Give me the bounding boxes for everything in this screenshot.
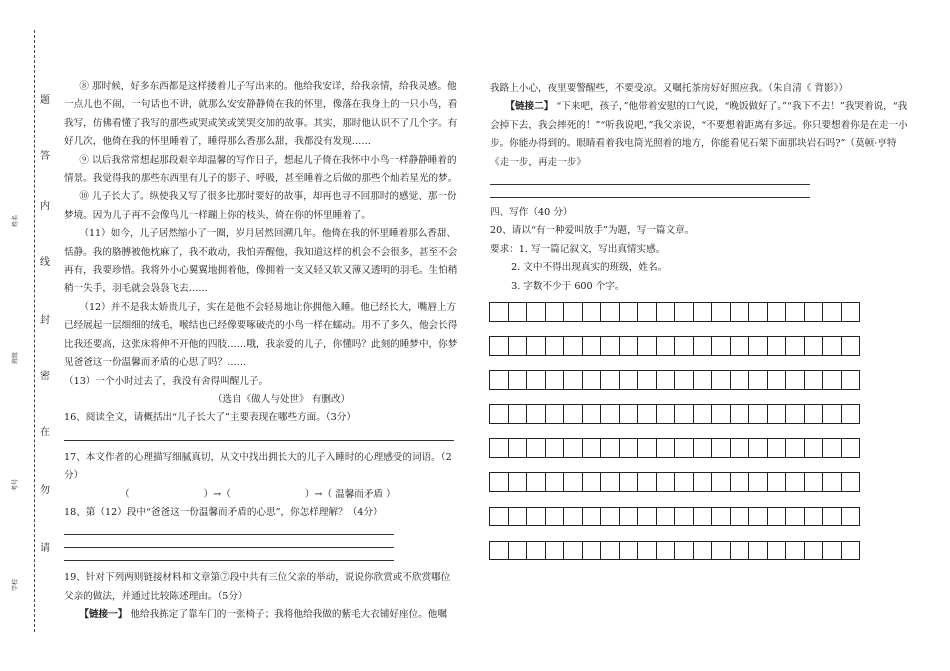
grid-cell[interactable] (730, 404, 750, 424)
grid-cell[interactable] (545, 336, 565, 356)
grid-cell[interactable] (674, 404, 694, 424)
grid-row (489, 370, 859, 390)
binding-field-id: 考号 (12, 478, 20, 492)
grid-cell[interactable] (637, 472, 657, 492)
grid-cell[interactable] (804, 336, 824, 356)
grid-cell[interactable] (526, 472, 546, 492)
grid-row (489, 336, 859, 356)
grid-cell[interactable] (822, 302, 842, 322)
grid-cell[interactable] (841, 541, 861, 561)
grid-cell[interactable] (600, 302, 620, 322)
grid-cell[interactable] (822, 404, 842, 424)
grid-cell[interactable] (711, 472, 731, 492)
grid-cell[interactable] (711, 370, 731, 390)
grid-cell[interactable] (489, 507, 509, 527)
grid-cell[interactable] (711, 507, 731, 527)
grid-cell[interactable] (841, 336, 861, 356)
grid-cell[interactable] (600, 472, 620, 492)
grid-cell[interactable] (767, 541, 787, 561)
grid-cell[interactable] (822, 541, 842, 561)
grid-cell[interactable] (563, 336, 583, 356)
binding-dashed-line (34, 30, 35, 632)
answer-line[interactable] (490, 185, 810, 198)
binding-char: 在 (40, 427, 50, 438)
grid-cell[interactable] (563, 541, 583, 561)
grid-cell[interactable] (785, 472, 805, 492)
paragraph-11: （11）如今，儿子居然缩小了一圈，岁月居然回溯几年。他倚在我的怀里睡着那么香甜、恬静。我的胳膊被他枕麻了，我不敢动，我怕弄醒他，我知道这样的机会不会很多，甚至不会再有，我要珍惜。我将外小心翼翼地拥着他，像拥着一支又轻又软又薄又透明的羽毛。生怕稍稍一失手，羽毛就会袅袅飞去…… (64, 228, 458, 295)
grid-cell[interactable] (508, 302, 528, 322)
blank-mid: ）→（ (203, 488, 231, 500)
grid-cell[interactable] (489, 472, 509, 492)
grid-cell[interactable] (748, 507, 768, 527)
link-1-continued: 我路上小心，夜里要警醒些，不要受凉。又嘱托茶房好好照应我。（朱自清《 背影》） (490, 83, 849, 94)
grid-cell[interactable] (563, 472, 583, 492)
grid-cell[interactable] (582, 541, 602, 561)
grid-cell[interactable] (674, 370, 694, 390)
grid-cell[interactable] (600, 507, 620, 527)
grid-cell[interactable] (545, 472, 565, 492)
grid-cell[interactable] (841, 370, 861, 390)
grid-cell[interactable] (563, 438, 583, 458)
question-18: 18、第（12）段中“爸爸这一份温馨而矛盾的心思”，你怎样理解？（4分） (64, 506, 383, 518)
paragraph-8: ⑧ 那时候，好多东西都是这样搂着儿子写出来的。他给我安详，给我亲情，给我灵感。他一点儿也不闹，一句话也不讲，就那么安安静静倚在我的怀里，像落在我身上的一只小鸟，看我写，仿佛看懂了我写的那些或哭或笑或笑哭交加的故事。其实，那时他认识不了几个字。有好几次，他倚在我的怀里睡着了，睡得那么香那么甜，我都没有发现…… (64, 81, 458, 148)
grid-cell[interactable] (619, 336, 639, 356)
grid-cell[interactable] (637, 507, 657, 527)
grid-cell[interactable] (563, 302, 583, 322)
grid-cell[interactable] (767, 507, 787, 527)
link-2 (490, 98, 910, 172)
question-20: 20、请以“有一种爱叫放手”为题，写一篇文章。 (490, 225, 695, 237)
grid-row (489, 507, 859, 527)
grid-cell[interactable] (693, 370, 713, 390)
grid-cell[interactable] (674, 438, 694, 458)
grid-cell[interactable] (785, 541, 805, 561)
grid-cell[interactable] (693, 336, 713, 356)
grid-cell[interactable] (656, 438, 676, 458)
binding-char: 勿 (40, 485, 50, 496)
grid-cell[interactable] (804, 404, 824, 424)
grid-cell[interactable] (656, 302, 676, 322)
grid-cell[interactable] (804, 370, 824, 390)
grid-cell[interactable] (841, 438, 861, 458)
grid-cell[interactable] (785, 404, 805, 424)
binding-field-class: 班级 (12, 351, 20, 365)
grid-row (489, 438, 859, 458)
grid-cell[interactable] (582, 472, 602, 492)
link-2-text: “下来吧，孩子，”他带着安慰的口气说，“晚饭做好了。”“我下不去！”我哭着说，“我会掉下去，我会摔死的！”“听我说吧，”我父亲说，“不要想着距离有多远。你只要想着你是在走一小步。你能办得到的。眼睛看着我电筒光照着的地方，你能看见石架下面那块岩石吗?”（莫顿·亨特《走一步，再走一步》 (490, 101, 908, 168)
grid-cell[interactable] (674, 541, 694, 561)
grid-cell[interactable] (748, 472, 768, 492)
grid-cell[interactable] (804, 541, 824, 561)
grid-cell[interactable] (600, 438, 620, 458)
grid-cell[interactable] (711, 302, 731, 322)
grid-cell[interactable] (619, 541, 639, 561)
grid-cell[interactable] (619, 472, 639, 492)
question-17-blanks (64, 486, 459, 504)
grid-cell[interactable] (637, 541, 657, 561)
grid-cell[interactable] (600, 541, 620, 561)
grid-cell[interactable] (711, 336, 731, 356)
grid-cell[interactable] (822, 336, 842, 356)
grid-cell[interactable] (582, 370, 602, 390)
grid-cell[interactable] (693, 438, 713, 458)
paragraph-9: ⑨ 以后我常常想起那段艰辛却温馨的写作日子，想起儿子倚在我怀中小鸟一样静静睡着的情景。我觉得我的那些东西里有儿子的影子、呼吸，甚至睡着之后做的那些个灿若星光的梦。 (64, 154, 458, 185)
answer-line[interactable] (64, 548, 394, 561)
answer-line[interactable] (64, 522, 394, 535)
grid-cell[interactable] (508, 438, 528, 458)
grid-cell[interactable] (526, 302, 546, 322)
grid-cell[interactable] (637, 302, 657, 322)
paragraph-10: ⑩ 儿子长大了。纵使我又写了很多比那时要好的故事，却再也寻不回那时的感觉、那一份梦境。因为儿子再不会像鸟儿一样蹦上你的枝头，倚在你的怀里睡着了。 (64, 191, 457, 221)
left-column (64, 78, 459, 625)
grid-cell[interactable] (489, 336, 509, 356)
grid-cell[interactable] (656, 336, 676, 356)
grid-cell[interactable] (526, 336, 546, 356)
grid-cell[interactable] (656, 404, 676, 424)
grid-cell[interactable] (619, 507, 639, 527)
grid-cell[interactable] (545, 507, 565, 527)
grid-cell[interactable] (822, 507, 842, 527)
grid-cell[interactable] (804, 507, 824, 527)
grid-cell[interactable] (563, 507, 583, 527)
grid-cell[interactable] (600, 336, 620, 356)
grid-cell[interactable] (489, 438, 509, 458)
grid-cell[interactable] (489, 404, 509, 424)
grid-cell[interactable] (767, 438, 787, 458)
grid-cell[interactable] (582, 507, 602, 527)
grid-cell[interactable] (711, 438, 731, 458)
grid-cell[interactable] (767, 404, 787, 424)
binding-char: 答 (40, 151, 50, 162)
grid-cell[interactable] (508, 336, 528, 356)
grid-cell[interactable] (730, 302, 750, 322)
question-16: 16、阅读全文，请概括出“儿子长大了”主要表现在哪些方面。（3分） (64, 412, 356, 424)
grid-cell[interactable] (767, 336, 787, 356)
link-1 (64, 606, 459, 624)
grid-cell[interactable] (822, 472, 842, 492)
grid-cell[interactable] (693, 472, 713, 492)
grid-cell[interactable] (674, 472, 694, 492)
grid-cell[interactable] (841, 302, 861, 322)
grid-cell[interactable] (711, 404, 731, 424)
answer-line[interactable] (490, 172, 810, 185)
requirement-2: 2. 文中不得出现真实的班级，姓名。 (511, 262, 668, 274)
grid-cell[interactable] (822, 370, 842, 390)
grid-cell[interactable] (841, 404, 861, 424)
grid-cell[interactable] (674, 336, 694, 356)
grid-cell[interactable] (526, 404, 546, 424)
grid-cell[interactable] (674, 302, 694, 322)
grid-cell[interactable] (563, 370, 583, 390)
grid-cell[interactable] (841, 507, 861, 527)
grid-cell[interactable] (804, 438, 824, 458)
writing-grid (489, 302, 859, 575)
grid-cell[interactable] (508, 370, 528, 390)
answer-line[interactable] (64, 535, 394, 548)
grid-cell[interactable] (526, 541, 546, 561)
link-1-tag: 【链接一】 (79, 609, 128, 621)
blank-end: ）→（ 温馨而矛盾 ） (304, 488, 396, 500)
grid-cell[interactable] (748, 336, 768, 356)
grid-cell[interactable] (785, 302, 805, 322)
grid-cell[interactable] (693, 404, 713, 424)
question-19: 19、针对下列两则链接材料和文章第⑦段中共有三位父亲的举动，说说你欣赏或不欣赏哪位父亲的做法，并通过比较陈述理由。（5分） (64, 572, 451, 602)
grid-cell[interactable] (730, 370, 750, 390)
right-column (490, 80, 910, 296)
grid-row (489, 302, 859, 322)
binding-field-school: 学校 (12, 578, 20, 592)
grid-cell[interactable] (748, 438, 768, 458)
grid-row (489, 404, 859, 424)
binding-char: 线 (40, 257, 50, 268)
binding-char: 请 (40, 543, 50, 554)
answer-line[interactable] (64, 428, 454, 441)
grid-cell[interactable] (693, 507, 713, 527)
requirement-1: 要求：1. 写一篇记叙文，写出真情实感。 (490, 243, 666, 255)
paragraph-13: （13）一个小时过去了，我没有舍得叫醒儿子。 (64, 375, 269, 387)
grid-cell[interactable] (582, 302, 602, 322)
grid-cell[interactable] (730, 336, 750, 356)
grid-cell[interactable] (582, 438, 602, 458)
grid-cell[interactable] (804, 302, 824, 322)
grid-cell[interactable] (545, 370, 565, 390)
grid-cell[interactable] (730, 541, 750, 561)
grid-cell[interactable] (656, 472, 676, 492)
grid-cell[interactable] (748, 302, 768, 322)
link-1-text: 他给我拣定了靠车门的一张椅子；我将他给我做的紫毛大衣铺好座位。他嘱 (127, 609, 447, 621)
grid-cell[interactable] (767, 370, 787, 390)
grid-cell[interactable] (693, 541, 713, 561)
grid-cell[interactable] (508, 404, 528, 424)
grid-cell[interactable] (637, 336, 657, 356)
binding-field-name: 姓名 (12, 214, 20, 228)
grid-cell[interactable] (545, 302, 565, 322)
grid-cell[interactable] (489, 370, 509, 390)
grid-cell[interactable] (489, 541, 509, 561)
grid-cell[interactable] (656, 507, 676, 527)
grid-cell[interactable] (767, 472, 787, 492)
grid-row (489, 472, 859, 492)
grid-cell[interactable] (582, 404, 602, 424)
grid-cell[interactable] (730, 507, 750, 527)
grid-cell[interactable] (656, 370, 676, 390)
grid-cell[interactable] (767, 302, 787, 322)
grid-row (489, 541, 859, 561)
grid-cell[interactable] (526, 370, 546, 390)
grid-cell[interactable] (619, 370, 639, 390)
question-17: 17、本文作者的心理描写细腻真切，从文中找出拥长大的儿子入睡时的心理感受的词语。（2分） (64, 451, 452, 482)
grid-cell[interactable] (508, 507, 528, 527)
binding-char: 封 (40, 315, 50, 326)
grid-cell[interactable] (748, 541, 768, 561)
grid-cell[interactable] (785, 438, 805, 458)
grid-cell[interactable] (600, 404, 620, 424)
grid-cell[interactable] (545, 438, 565, 458)
blank-open: （ (120, 488, 130, 500)
paragraph-12: （12）并不是我太娇贵儿子，实在是他不会轻易地让你拥他入睡。他已经长大，嘴唇上方已经展起一层细细的绒毛，喉结也已经像要啄破壳的小鸟一样在蠕动。用不了多久，他会长得比我还要高，这张床将伸不开他的四肢……哦，我亲爱的儿子，你懂吗？此刻的睡梦中，你梦见爸爸这一份温馨而矛盾的心思了吗？…… (64, 301, 458, 369)
grid-cell[interactable] (748, 404, 768, 424)
grid-cell[interactable] (526, 438, 546, 458)
link-2-tag: 【链接二】 (505, 101, 554, 113)
grid-cell[interactable] (508, 472, 528, 492)
grid-cell[interactable] (619, 302, 639, 322)
section-4-heading: 四、写作（40 分） (490, 207, 573, 219)
source-citation: （选自《做人与处世》 有删改） (212, 393, 351, 405)
grid-cell[interactable] (545, 541, 565, 561)
grid-cell[interactable] (711, 541, 731, 561)
grid-cell[interactable] (563, 404, 583, 424)
grid-cell[interactable] (489, 302, 509, 322)
grid-cell[interactable] (748, 370, 768, 390)
grid-cell[interactable] (526, 507, 546, 527)
grid-cell[interactable] (637, 370, 657, 390)
binding-char: 内 (40, 201, 50, 212)
grid-cell[interactable] (785, 336, 805, 356)
grid-cell[interactable] (822, 438, 842, 458)
grid-cell[interactable] (637, 404, 657, 424)
grid-cell[interactable] (508, 541, 528, 561)
grid-cell[interactable] (619, 404, 639, 424)
grid-cell[interactable] (600, 370, 620, 390)
grid-cell[interactable] (804, 472, 824, 492)
grid-cell[interactable] (674, 507, 694, 527)
grid-cell[interactable] (693, 302, 713, 322)
binding-char: 题 (40, 95, 50, 106)
grid-cell[interactable] (582, 336, 602, 356)
grid-cell[interactable] (730, 438, 750, 458)
binding-char: 密 (40, 371, 50, 382)
grid-cell[interactable] (545, 404, 565, 424)
grid-cell[interactable] (730, 472, 750, 492)
grid-cell[interactable] (637, 438, 657, 458)
grid-cell[interactable] (656, 541, 676, 561)
grid-cell[interactable] (785, 507, 805, 527)
requirement-3: 3. 字数不少于 600 个字。 (511, 280, 625, 292)
grid-cell[interactable] (785, 370, 805, 390)
grid-cell[interactable] (619, 438, 639, 458)
grid-cell[interactable] (841, 472, 861, 492)
